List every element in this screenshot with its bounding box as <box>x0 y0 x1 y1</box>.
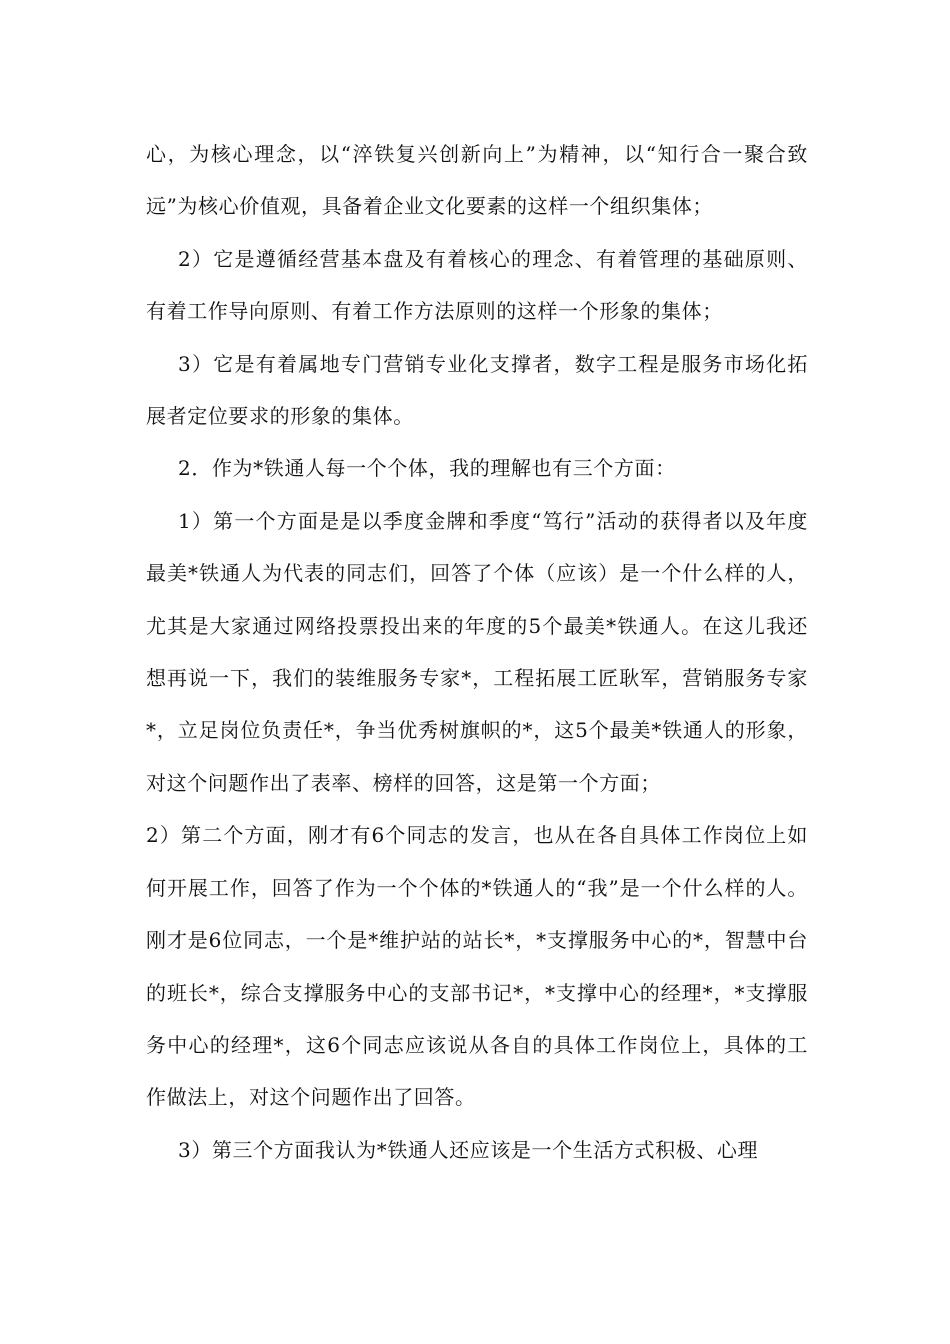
paragraph-3: 3）它是有着属地专门营销专业化支撑者，数字工程是服务市场化拓展者定位要求的形象的集体。 <box>146 351 808 429</box>
body-text <box>146 128 808 1176</box>
paragraph-4: 2．作为*铁通人每一个个体，我的理解也有三个方面： <box>178 456 676 481</box>
paragraph-7: 3）第三个方面我认为*铁通人还应该是一个生活方式积极、心理 <box>178 1137 759 1162</box>
paragraph-6: 2）第二个方面，刚才有6个同志的发言，也从在各自具体工作岗位上如何开展工作，回答了作为一个个体的*铁通人的“我”是一个什么样的人。刚才是6位同志，一个是*维护站的站长*，*支撑服务中心的*，智慧中台的班长*，综合支撑服务中心的支部书记*，*支撑中心的经理*，*支撑服务中心的经理*，这6个同志应该说从各自的具体工作岗位上，具体的工作做法上，对这个问题作出了回答。 <box>146 823 808 1110</box>
paragraph-1: 心，为核心理念，以“淬铁复兴创新向上”为精神，以“知行合一聚合致远”为核心价值观，具备着企业文化要素的这样一个组织集体； <box>146 142 808 219</box>
paragraph-2: 2）它是遵循经营基本盘及有着核心的理念、有着管理的基础原则、有着工作导向原则、有着工作方法原则的这样一个形象的集体； <box>146 246 808 324</box>
paragraph-5: 1）第一个方面是是以季度金牌和季度“笃行”活动的获得者以及年度最美*铁通人为代表的同志们，回答了个体（应该）是一个什么样的人，尤其是大家通过网络投票投出来的年度的5个最美*铁通人。在这儿我还想再说一下，我们的装维服务专家*，工程拓展工匠耿军，营销服务专家*，立足岗位负责任*，争当优秀树旗帜的*，这5个最美*铁通人的形象，对这个问题作出了表率、榜样的回答，这是第一个方面； <box>146 508 808 795</box>
